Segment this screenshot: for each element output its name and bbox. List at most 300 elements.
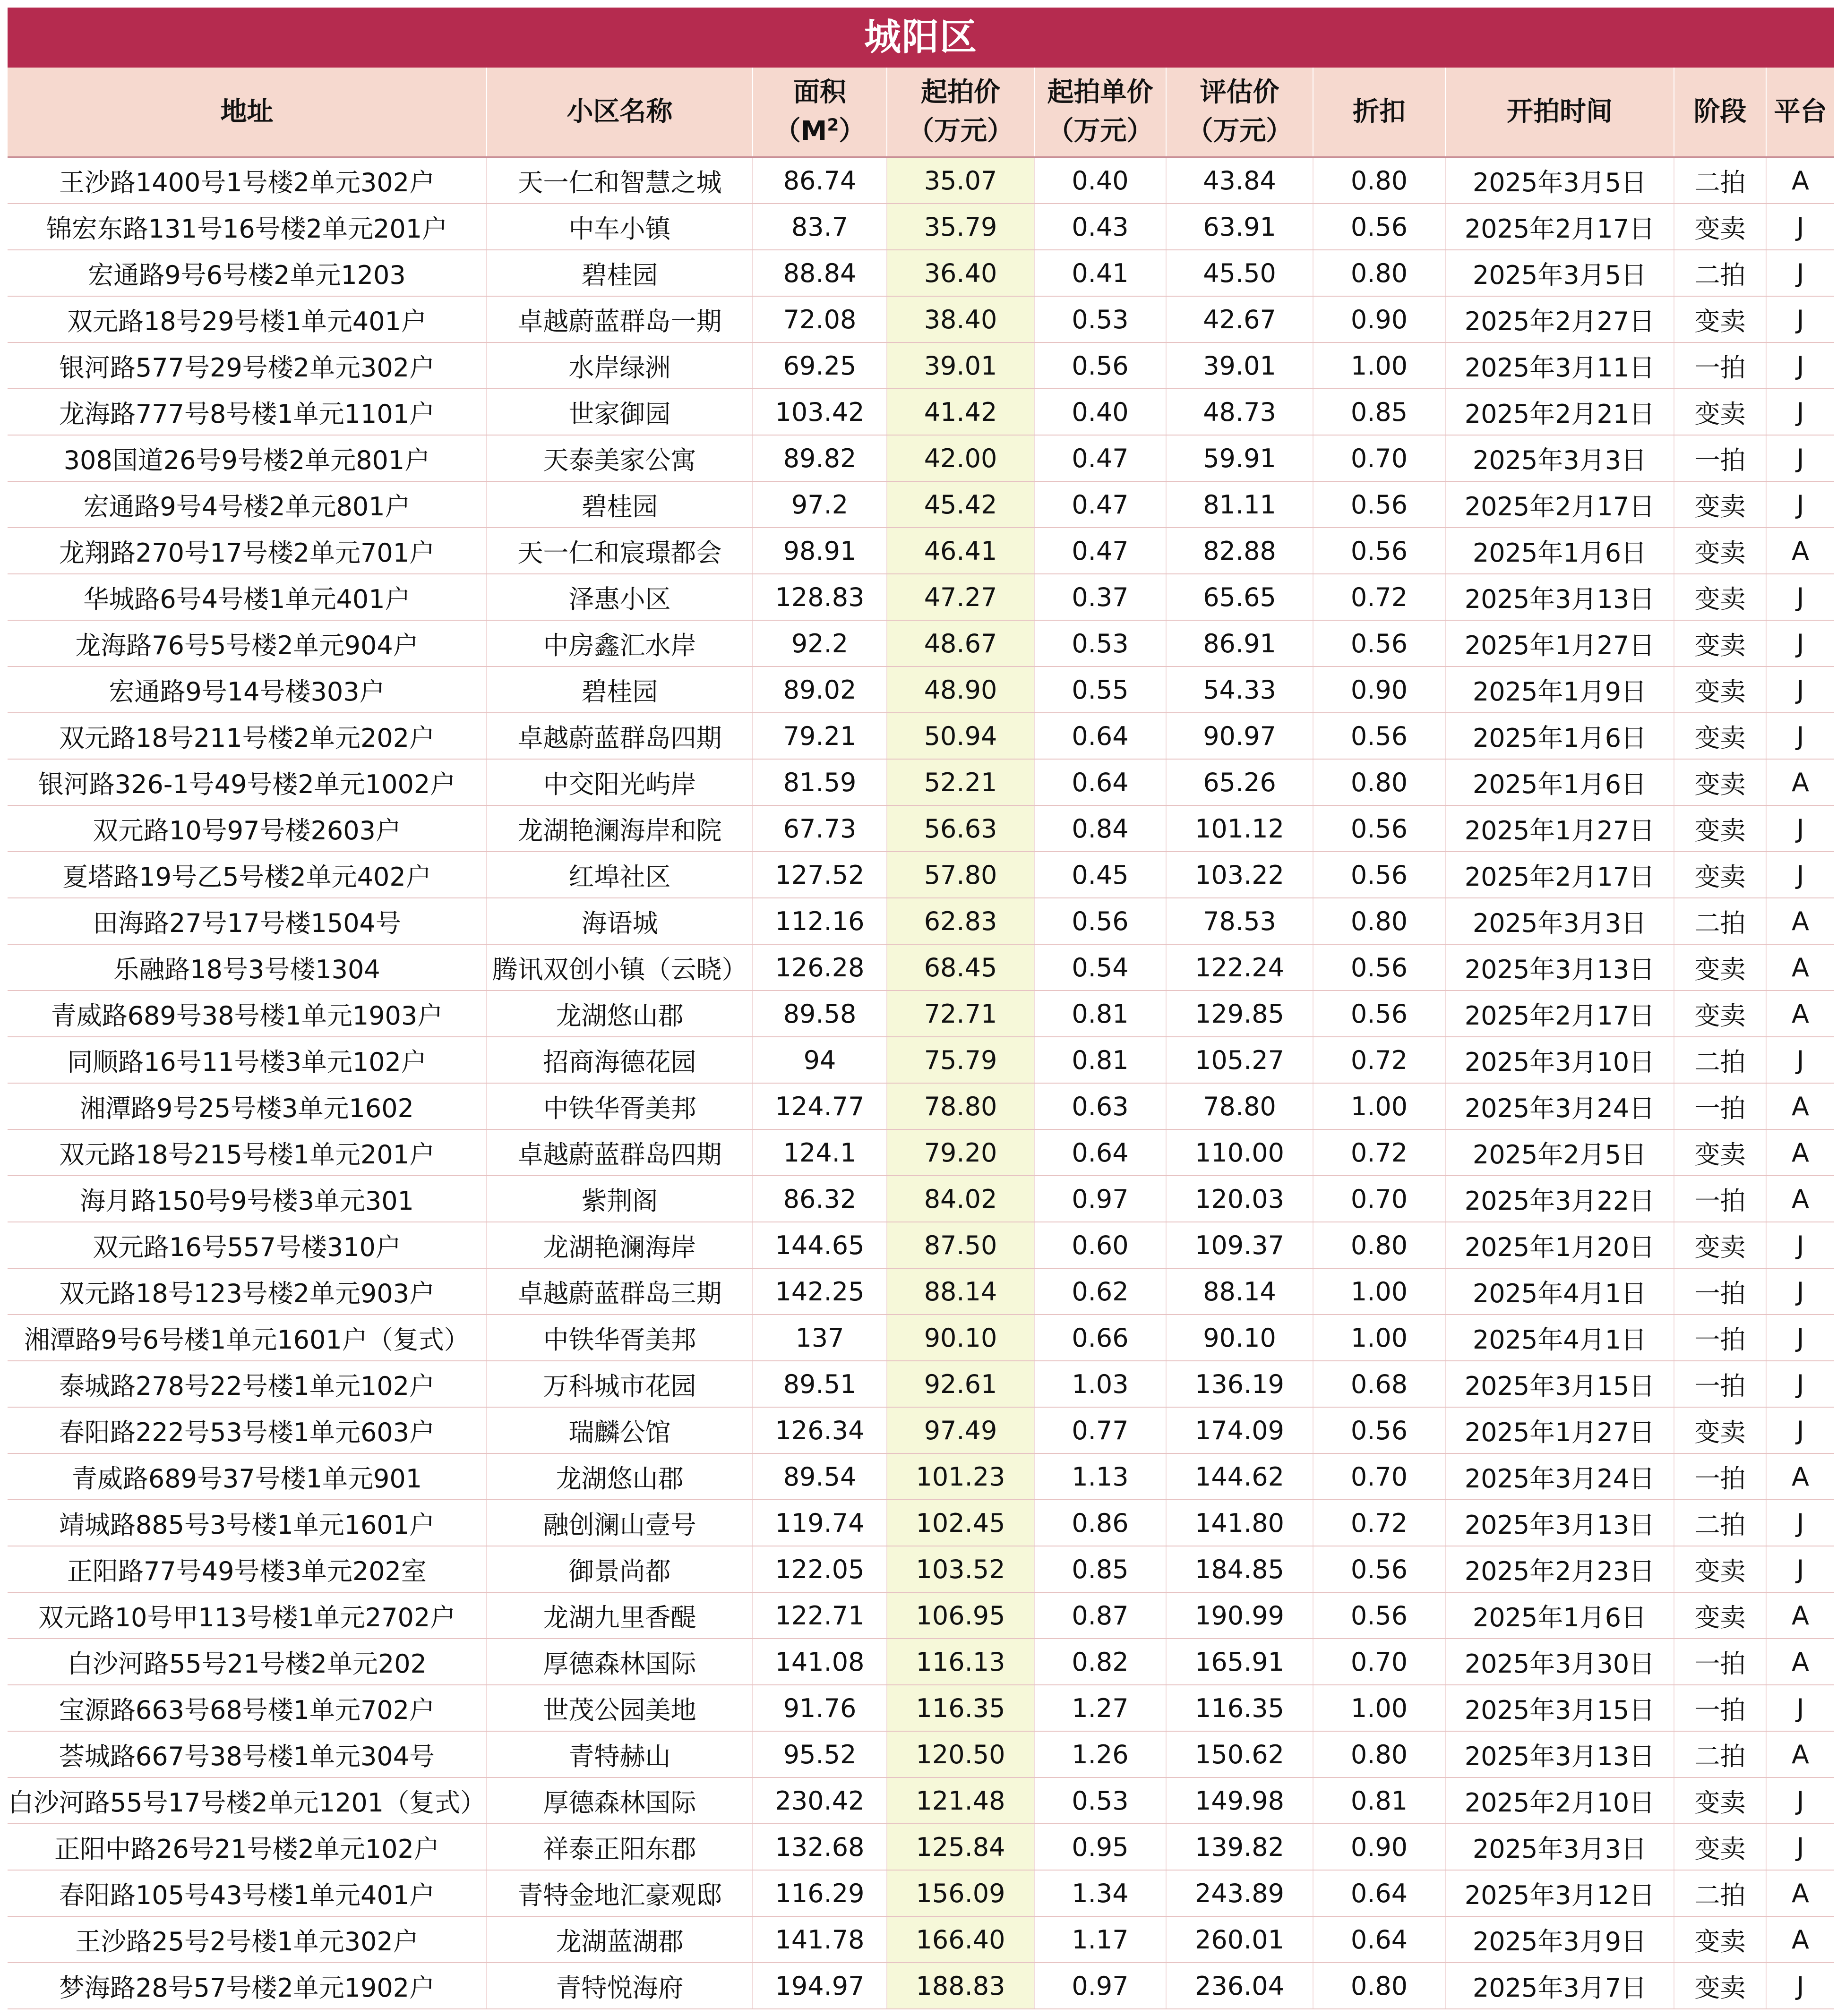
platform-cell: J — [1766, 1963, 1834, 2009]
appraisal-cell: 236.04 — [1166, 1963, 1313, 2009]
start-time-cell: 2025年3月3日 — [1445, 898, 1674, 944]
start-time-cell: 2025年3月5日 — [1445, 250, 1674, 296]
start-time-cell: 2025年2月5日 — [1445, 1129, 1674, 1176]
platform-cell: J — [1766, 852, 1834, 898]
start-time-cell: 2025年3月30日 — [1445, 1639, 1674, 1685]
table-row — [8, 1176, 1834, 1222]
stage-cell: 变卖 — [1674, 805, 1766, 852]
table-row — [8, 528, 1834, 574]
community-cell: 融创澜山壹号 — [487, 1500, 753, 1546]
area-cell: 119.74 — [753, 1500, 887, 1546]
address-cell: 双元路18号215号楼1单元201户 — [8, 1129, 487, 1176]
table-row — [8, 713, 1834, 759]
table-row — [8, 898, 1834, 944]
discount-cell: 1.00 — [1313, 342, 1445, 389]
platform-cell: J — [1766, 389, 1834, 435]
appraisal-cell: 90.10 — [1166, 1315, 1313, 1361]
unit-price-cell: 0.55 — [1034, 666, 1166, 713]
address-cell: 正阳路77号49号楼3单元202室 — [8, 1546, 487, 1592]
table-row — [8, 1453, 1834, 1500]
appraisal-cell: 63.91 — [1166, 204, 1313, 250]
table-row — [8, 944, 1834, 991]
address-cell: 春阳路222号53号楼1单元603户 — [8, 1407, 487, 1453]
stage-cell: 变卖 — [1674, 1824, 1766, 1870]
community-cell: 红埠社区 — [487, 852, 753, 898]
area-cell: 141.78 — [753, 1916, 887, 1963]
discount-cell: 0.70 — [1313, 1639, 1445, 1685]
discount-cell: 0.80 — [1313, 250, 1445, 296]
area-cell: 83.7 — [753, 204, 887, 250]
platform-cell: A — [1766, 1592, 1834, 1639]
area-cell: 144.65 — [753, 1222, 887, 1268]
platform-cell: J — [1766, 435, 1834, 481]
platform-cell: J — [1766, 713, 1834, 759]
start-time-cell: 2025年2月10日 — [1445, 1777, 1674, 1824]
start-time-cell: 2025年3月10日 — [1445, 1037, 1674, 1083]
discount-cell: 0.90 — [1313, 666, 1445, 713]
community-cell: 万科城市花园 — [487, 1361, 753, 1407]
address-cell: 青威路689号37号楼1单元901 — [8, 1453, 487, 1500]
discount-cell: 0.72 — [1313, 574, 1445, 620]
start-price-cell: 41.42 — [887, 389, 1034, 435]
table-row — [8, 991, 1834, 1037]
discount-cell: 0.72 — [1313, 1500, 1445, 1546]
unit-price-cell: 0.47 — [1034, 528, 1166, 574]
unit-price-cell: 0.56 — [1034, 342, 1166, 389]
stage-cell: 一拍 — [1674, 1315, 1766, 1361]
start-price-cell: 88.14 — [887, 1268, 1034, 1315]
platform-cell: J — [1766, 1685, 1834, 1731]
appraisal-cell: 109.37 — [1166, 1222, 1313, 1268]
start-price-cell: 52.21 — [887, 759, 1034, 805]
discount-cell: 0.85 — [1313, 389, 1445, 435]
table-row — [8, 1129, 1834, 1176]
unit-price-cell: 0.53 — [1034, 620, 1166, 666]
area-cell: 98.91 — [753, 528, 887, 574]
start-price-cell: 90.10 — [887, 1315, 1034, 1361]
table-row — [8, 1222, 1834, 1268]
start-time-cell: 2025年3月5日 — [1445, 157, 1674, 204]
discount-cell: 0.80 — [1313, 1963, 1445, 2009]
community-cell: 碧桂园 — [487, 666, 753, 713]
area-cell: 142.25 — [753, 1268, 887, 1315]
stage-cell: 变卖 — [1674, 666, 1766, 713]
unit-price-cell: 0.97 — [1034, 1963, 1166, 2009]
address-cell: 308国道26号9号楼2单元801户 — [8, 435, 487, 481]
platform-cell: A — [1766, 1731, 1834, 1777]
unit-price-cell: 1.13 — [1034, 1453, 1166, 1500]
discount-cell: 0.90 — [1313, 1824, 1445, 1870]
table-row — [8, 1639, 1834, 1685]
community-cell: 碧桂园 — [487, 481, 753, 528]
address-cell: 王沙路1400号1号楼2单元302户 — [8, 157, 487, 204]
address-cell: 龙海路777号8号楼1单元1101户 — [8, 389, 487, 435]
header-start-time: 开拍时间 — [1445, 68, 1674, 157]
community-cell: 厚德森林国际 — [487, 1777, 753, 1824]
start-price-cell: 166.40 — [887, 1916, 1034, 1963]
address-cell: 宏通路9号4号楼2单元801户 — [8, 481, 487, 528]
area-cell: 103.42 — [753, 389, 887, 435]
header-appraisal-label: 评估价 — [1200, 77, 1279, 108]
start-time-cell: 2025年3月24日 — [1445, 1083, 1674, 1129]
area-cell: 112.16 — [753, 898, 887, 944]
stage-cell: 二拍 — [1674, 1870, 1766, 1916]
table-row — [8, 1777, 1834, 1824]
stage-cell: 变卖 — [1674, 620, 1766, 666]
platform-cell: A — [1766, 1083, 1834, 1129]
start-price-cell: 102.45 — [887, 1500, 1034, 1546]
appraisal-cell: 110.00 — [1166, 1129, 1313, 1176]
unit-price-cell: 0.84 — [1034, 805, 1166, 852]
community-cell: 腾讯双创小镇（云晓） — [487, 944, 753, 991]
community-cell: 中交阳光屿岸 — [487, 759, 753, 805]
header-platform: 平台 — [1766, 68, 1834, 157]
address-cell: 锦宏东路131号16号楼2单元201户 — [8, 204, 487, 250]
start-time-cell: 2025年1月27日 — [1445, 1407, 1674, 1453]
header-community: 小区名称 — [487, 68, 753, 157]
area-cell: 81.59 — [753, 759, 887, 805]
start-time-cell: 2025年3月12日 — [1445, 1870, 1674, 1916]
header-stage: 阶段 — [1674, 68, 1766, 157]
address-cell: 青威路689号38号楼1单元1903户 — [8, 991, 487, 1037]
start-price-cell: 48.67 — [887, 620, 1034, 666]
community-cell: 卓越蔚蓝群岛三期 — [487, 1268, 753, 1315]
address-cell: 靖城路885号3号楼1单元1601户 — [8, 1500, 487, 1546]
appraisal-cell: 59.91 — [1166, 435, 1313, 481]
stage-cell: 一拍 — [1674, 1639, 1766, 1685]
start-price-cell: 68.45 — [887, 944, 1034, 991]
appraisal-cell: 136.19 — [1166, 1361, 1313, 1407]
stage-cell: 一拍 — [1674, 1361, 1766, 1407]
start-price-cell: 97.49 — [887, 1407, 1034, 1453]
community-cell: 瑞麟公馆 — [487, 1407, 753, 1453]
area-cell: 126.34 — [753, 1407, 887, 1453]
discount-cell: 0.80 — [1313, 759, 1445, 805]
area-cell: 92.2 — [753, 620, 887, 666]
unit-price-cell: 0.47 — [1034, 435, 1166, 481]
start-price-cell: 35.07 — [887, 157, 1034, 204]
table-row — [8, 342, 1834, 389]
community-cell: 世家御园 — [487, 389, 753, 435]
platform-cell: J — [1766, 204, 1834, 250]
table-row — [8, 852, 1834, 898]
address-cell: 湘潭路9号25号楼3单元1602 — [8, 1083, 487, 1129]
stage-cell: 变卖 — [1674, 1546, 1766, 1592]
area-cell: 122.71 — [753, 1592, 887, 1639]
area-cell: 91.76 — [753, 1685, 887, 1731]
unit-price-cell: 0.56 — [1034, 898, 1166, 944]
header-start-price-unit: （万元） — [908, 116, 1013, 146]
start-price-cell: 36.40 — [887, 250, 1034, 296]
header-discount: 折扣 — [1313, 68, 1445, 157]
start-price-cell: 50.94 — [887, 713, 1034, 759]
stage-cell: 一拍 — [1674, 1685, 1766, 1731]
address-cell: 同顺路16号11号楼3单元102户 — [8, 1037, 487, 1083]
address-cell: 春阳路105号43号楼1单元401户 — [8, 1870, 487, 1916]
header-unit-price-unit: （万元） — [1047, 116, 1153, 146]
table-row — [8, 1361, 1834, 1407]
sheet-title: 城阳区 — [8, 8, 1834, 68]
header-address: 地址 — [8, 68, 487, 157]
table-row — [8, 759, 1834, 805]
address-cell: 银河路326-1号49号楼2单元1002户 — [8, 759, 487, 805]
discount-cell: 0.72 — [1313, 1037, 1445, 1083]
community-cell: 世茂公园美地 — [487, 1685, 753, 1731]
platform-cell: J — [1766, 1407, 1834, 1453]
discount-cell: 0.81 — [1313, 1777, 1445, 1824]
table-row — [8, 1083, 1834, 1129]
area-cell: 97.2 — [753, 481, 887, 528]
start-time-cell: 2025年3月3日 — [1445, 435, 1674, 481]
appraisal-cell: 101.12 — [1166, 805, 1313, 852]
area-cell: 86.32 — [753, 1176, 887, 1222]
start-price-cell: 106.95 — [887, 1592, 1034, 1639]
discount-cell: 0.56 — [1313, 1407, 1445, 1453]
address-cell: 荟城路667号38号楼1单元304号 — [8, 1731, 487, 1777]
platform-cell: J — [1766, 296, 1834, 342]
platform-cell: A — [1766, 1129, 1834, 1176]
stage-cell: 二拍 — [1674, 1037, 1766, 1083]
address-cell: 白沙河路55号21号楼2单元202 — [8, 1639, 487, 1685]
area-cell: 194.97 — [753, 1963, 887, 2009]
start-price-cell: 72.71 — [887, 991, 1034, 1037]
start-price-cell: 79.20 — [887, 1129, 1034, 1176]
address-cell: 宝源路663号68号楼1单元702户 — [8, 1685, 487, 1731]
start-time-cell: 2025年3月22日 — [1445, 1176, 1674, 1222]
appraisal-cell: 86.91 — [1166, 620, 1313, 666]
appraisal-cell: 190.99 — [1166, 1592, 1313, 1639]
discount-cell: 0.56 — [1313, 852, 1445, 898]
table-row — [8, 1592, 1834, 1639]
start-time-cell: 2025年2月17日 — [1445, 991, 1674, 1037]
start-time-cell: 2025年2月17日 — [1445, 481, 1674, 528]
discount-cell: 0.56 — [1313, 204, 1445, 250]
platform-cell: J — [1766, 574, 1834, 620]
appraisal-cell: 54.33 — [1166, 666, 1313, 713]
community-cell: 御景尚都 — [487, 1546, 753, 1592]
table-body — [8, 157, 1834, 2009]
address-cell: 田海路27号17号楼1504号 — [8, 898, 487, 944]
area-cell: 137 — [753, 1315, 887, 1361]
start-price-cell: 84.02 — [887, 1176, 1034, 1222]
stage-cell: 二拍 — [1674, 898, 1766, 944]
area-cell: 128.83 — [753, 574, 887, 620]
start-price-cell: 188.83 — [887, 1963, 1034, 2009]
platform-cell: A — [1766, 157, 1834, 204]
community-cell: 中铁华胥美邦 — [487, 1083, 753, 1129]
unit-price-cell: 0.81 — [1034, 1037, 1166, 1083]
address-cell: 泰城路278号22号楼1单元102户 — [8, 1361, 487, 1407]
area-cell: 230.42 — [753, 1777, 887, 1824]
stage-cell: 变卖 — [1674, 1916, 1766, 1963]
platform-cell: J — [1766, 1222, 1834, 1268]
unit-price-cell: 0.53 — [1034, 296, 1166, 342]
address-cell: 华城路6号4号楼1单元401户 — [8, 574, 487, 620]
appraisal-cell: 78.53 — [1166, 898, 1313, 944]
stage-cell: 一拍 — [1674, 1176, 1766, 1222]
unit-price-cell: 0.37 — [1034, 574, 1166, 620]
start-time-cell: 2025年3月13日 — [1445, 1731, 1674, 1777]
stage-cell: 二拍 — [1674, 1731, 1766, 1777]
discount-cell: 0.68 — [1313, 1361, 1445, 1407]
address-cell: 乐融路18号3号楼1304 — [8, 944, 487, 991]
appraisal-cell: 260.01 — [1166, 1916, 1313, 1963]
appraisal-cell: 48.73 — [1166, 389, 1313, 435]
stage-cell: 变卖 — [1674, 944, 1766, 991]
header-unit-price — [1034, 68, 1166, 157]
area-cell: 89.51 — [753, 1361, 887, 1407]
start-price-cell: 125.84 — [887, 1824, 1034, 1870]
unit-price-cell: 0.85 — [1034, 1546, 1166, 1592]
unit-price-cell: 0.40 — [1034, 157, 1166, 204]
stage-cell: 变卖 — [1674, 991, 1766, 1037]
address-cell: 白沙河路55号17号楼2单元1201（复式） — [8, 1777, 487, 1824]
address-cell: 双元路18号211号楼2单元202户 — [8, 713, 487, 759]
start-time-cell: 2025年3月24日 — [1445, 1453, 1674, 1500]
unit-price-cell: 0.81 — [1034, 991, 1166, 1037]
platform-cell: J — [1766, 1824, 1834, 1870]
header-area — [753, 68, 887, 157]
discount-cell: 1.00 — [1313, 1083, 1445, 1129]
platform-cell: J — [1766, 250, 1834, 296]
table-row — [8, 1916, 1834, 1963]
area-cell: 89.82 — [753, 435, 887, 481]
platform-cell: A — [1766, 991, 1834, 1037]
start-price-cell: 87.50 — [887, 1222, 1034, 1268]
start-time-cell: 2025年1月9日 — [1445, 666, 1674, 713]
stage-cell: 变卖 — [1674, 528, 1766, 574]
address-cell: 夏塔路19号乙5号楼2单元402户 — [8, 852, 487, 898]
area-cell: 132.68 — [753, 1824, 887, 1870]
header-area-label: 面积 — [793, 77, 846, 108]
community-cell: 青特赫山 — [487, 1731, 753, 1777]
unit-price-cell: 0.66 — [1034, 1315, 1166, 1361]
discount-cell: 0.56 — [1313, 944, 1445, 991]
appraisal-cell: 43.84 — [1166, 157, 1313, 204]
start-price-cell: 45.42 — [887, 481, 1034, 528]
address-cell: 海月路150号9号楼3单元301 — [8, 1176, 487, 1222]
community-cell: 青特金地汇豪观邸 — [487, 1870, 753, 1916]
platform-cell: J — [1766, 1268, 1834, 1315]
discount-cell: 0.56 — [1313, 1592, 1445, 1639]
platform-cell: J — [1766, 620, 1834, 666]
start-price-cell: 39.01 — [887, 342, 1034, 389]
appraisal-cell: 78.80 — [1166, 1083, 1313, 1129]
platform-cell: J — [1766, 805, 1834, 852]
start-price-cell: 62.83 — [887, 898, 1034, 944]
start-time-cell: 2025年4月1日 — [1445, 1268, 1674, 1315]
unit-price-cell: 0.95 — [1034, 1824, 1166, 1870]
community-cell: 紫荆阁 — [487, 1176, 753, 1222]
appraisal-cell: 88.14 — [1166, 1268, 1313, 1315]
area-cell: 89.54 — [753, 1453, 887, 1500]
start-price-cell: 116.13 — [887, 1639, 1034, 1685]
unit-price-cell: 0.63 — [1034, 1083, 1166, 1129]
start-price-cell: 35.79 — [887, 204, 1034, 250]
start-price-cell: 92.61 — [887, 1361, 1034, 1407]
start-time-cell: 2025年1月6日 — [1445, 713, 1674, 759]
unit-price-cell: 0.82 — [1034, 1639, 1166, 1685]
area-cell: 89.02 — [753, 666, 887, 713]
community-cell: 招商海德花园 — [487, 1037, 753, 1083]
community-cell: 龙湖悠山郡 — [487, 991, 753, 1037]
start-time-cell: 2025年2月23日 — [1445, 1546, 1674, 1592]
unit-price-cell: 1.27 — [1034, 1685, 1166, 1731]
community-cell: 龙湖蓝湖郡 — [487, 1916, 753, 1963]
start-price-cell: 57.80 — [887, 852, 1034, 898]
appraisal-cell: 42.67 — [1166, 296, 1313, 342]
start-time-cell: 2025年2月17日 — [1445, 204, 1674, 250]
stage-cell: 变卖 — [1674, 1777, 1766, 1824]
stage-cell: 变卖 — [1674, 204, 1766, 250]
unit-price-cell: 0.64 — [1034, 713, 1166, 759]
area-cell: 88.84 — [753, 250, 887, 296]
start-time-cell: 2025年1月6日 — [1445, 528, 1674, 574]
address-cell: 龙翔路270号17号楼2单元701户 — [8, 528, 487, 574]
stage-cell: 变卖 — [1674, 1222, 1766, 1268]
community-cell: 祥泰正阳东郡 — [487, 1824, 753, 1870]
unit-price-cell: 1.26 — [1034, 1731, 1166, 1777]
discount-cell: 0.56 — [1313, 481, 1445, 528]
discount-cell: 0.72 — [1313, 1129, 1445, 1176]
stage-cell: 一拍 — [1674, 342, 1766, 389]
community-cell: 中车小镇 — [487, 204, 753, 250]
table-row — [8, 1685, 1834, 1731]
discount-cell: 0.56 — [1313, 991, 1445, 1037]
table-row — [8, 481, 1834, 528]
table-row — [8, 574, 1834, 620]
appraisal-cell: 139.82 — [1166, 1824, 1313, 1870]
appraisal-cell: 90.97 — [1166, 713, 1313, 759]
platform-cell: A — [1766, 759, 1834, 805]
stage-cell: 变卖 — [1674, 713, 1766, 759]
platform-cell: A — [1766, 898, 1834, 944]
community-cell: 龙湖艳澜海岸和院 — [487, 805, 753, 852]
area-cell: 127.52 — [753, 852, 887, 898]
community-cell: 海语城 — [487, 898, 753, 944]
appraisal-cell: 144.62 — [1166, 1453, 1313, 1500]
discount-cell: 0.80 — [1313, 157, 1445, 204]
address-cell: 宏通路9号6号楼2单元1203 — [8, 250, 487, 296]
discount-cell: 0.80 — [1313, 898, 1445, 944]
header-appraisal-unit: （万元） — [1186, 116, 1293, 146]
start-time-cell: 2025年3月9日 — [1445, 1916, 1674, 1963]
community-cell: 碧桂园 — [487, 250, 753, 296]
start-price-cell: 78.80 — [887, 1083, 1034, 1129]
table-row — [8, 435, 1834, 481]
unit-price-cell: 1.17 — [1034, 1916, 1166, 1963]
area-cell: 141.08 — [753, 1639, 887, 1685]
appraisal-cell: 120.03 — [1166, 1176, 1313, 1222]
start-time-cell: 2025年3月15日 — [1445, 1361, 1674, 1407]
header-unit-price-label: 起拍单价 — [1047, 77, 1153, 108]
start-time-cell: 2025年2月17日 — [1445, 852, 1674, 898]
platform-cell: J — [1766, 1037, 1834, 1083]
start-time-cell: 2025年4月1日 — [1445, 1315, 1674, 1361]
header-appraisal — [1166, 68, 1313, 157]
table-row — [8, 620, 1834, 666]
table-row — [8, 1315, 1834, 1361]
discount-cell: 0.90 — [1313, 296, 1445, 342]
unit-price-cell: 0.43 — [1034, 204, 1166, 250]
table-row — [8, 1824, 1834, 1870]
discount-cell: 0.56 — [1313, 528, 1445, 574]
address-cell: 银河路577号29号楼2单元302户 — [8, 342, 487, 389]
appraisal-cell: 45.50 — [1166, 250, 1313, 296]
platform-cell: J — [1766, 1361, 1834, 1407]
start-price-cell: 46.41 — [887, 528, 1034, 574]
start-price-cell: 120.50 — [887, 1731, 1034, 1777]
